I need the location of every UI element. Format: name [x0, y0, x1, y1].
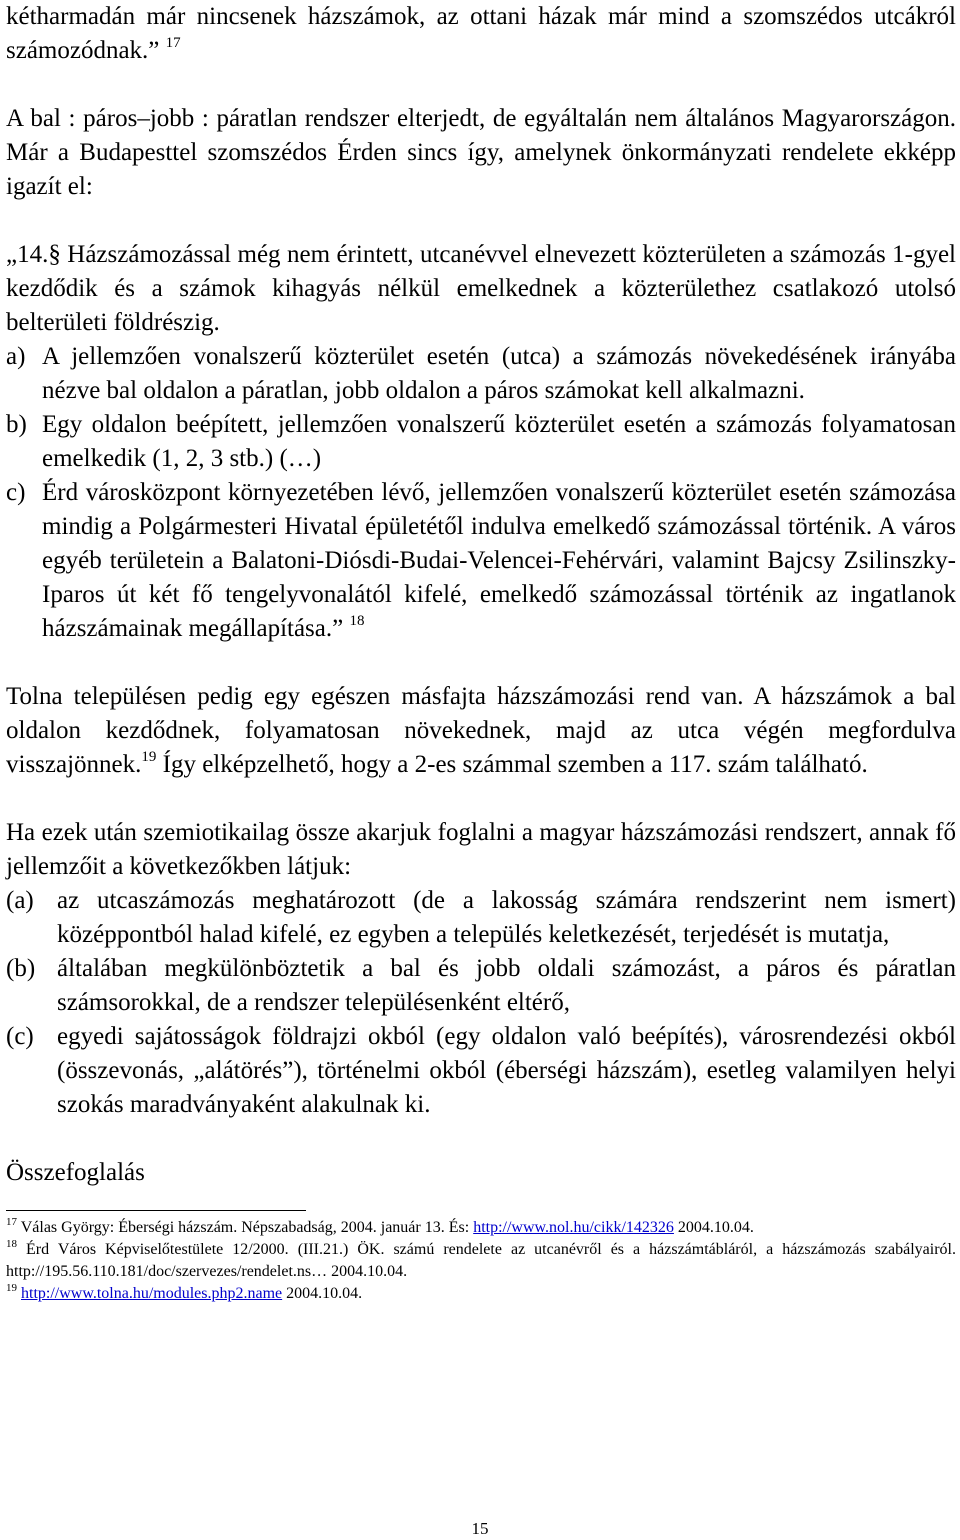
list-marker: a) — [6, 343, 26, 370]
list-marker: (a) — [6, 887, 34, 914]
quote-item-b — [6, 408, 956, 476]
summary-item-c — [6, 1020, 956, 1122]
footnote-18: $^{18}$ Érd Város Képviselőtestülete 12/2000. (III.21.) ÖK. számú rendelete az utcanévről és a házszámtábláról, a házszámozás szabályairól. http://195.56.110.181/doc/szervezes/rendelet.ns… 2004.10.04. — [6, 1238, 957, 1280]
footnote-19: $^{19}$ http://www.tolna.hu/modules.php2.name 2004.10.04. — [6, 1282, 363, 1302]
footnote-ref-17[interactable]: 17 — [165, 35, 181, 51]
footnote-separator — [6, 1210, 306, 1211]
quote-intro: „14.§ Házszámozással még nem érintett, utcanévvel elnevezett közterületen a számozás 1-gyel kezdődik és a számok kihagyás nélkül emelkednek a közterülethez csatlakozó utolsó belterületi földrészig. — [6, 241, 956, 336]
list-item-text: egyedi sajátosságok földrajzi okból (egy oldalon való beépítés), városrendezési okból (összevonás, „alátörés”), történelmi okból (éberségi házszám), esetleg valamilyen helyi szokás maradványaként alakulnak ki. — [57, 1023, 956, 1118]
quote-item-c — [6, 476, 956, 646]
list-item-text: Érd városközpont környezetében lévő, jellemzően vonalszerű közterület esetén számozása mindig a Polgármesteri Hivatal épületétől indulva emelkedő számozással történik. A város egyéb területein a Balatoni-Diósdi-Budai-Velencei-Fehérvári, valamint Bajcsy Zsilinszky-Iparos út két fő tengelyvonalától kifelé, emelkedő számozással történik az ingatlanok házszámainak megállapítása.” — [42, 479, 956, 642]
list-marker: b) — [6, 411, 27, 438]
footnote-17: $^{17}$ Válas György: Éberségi házszám. Népszabadság, 2004. január 13. És: http://www.nol.hu/cikk/142326 2004.10.04. — [6, 1216, 754, 1236]
summary-item-a — [6, 884, 956, 952]
paragraph-tolna: Tolna településen pedig egy egészen másfajta házszámozási rend van. A házszámok a bal oldalon kezdődnek, folyamatosan növekednek, majd az utca végén megfordulva visszajönnek.$^{19}$ Így elképzelhető, hogy a 2-es számmal szemben a 117. szám található. — [6, 683, 956, 778]
list-item-text: Egy oldalon beépített, jellemzően vonalszerű közterület esetén a számozás folyamatosan emelkedik (1, 2, 3 stb.) (…) — [42, 411, 956, 472]
footnote-ref-19[interactable]: 19 — [141, 749, 157, 765]
footnote-link[interactable]: http://www.nol.hu/cikk/142326 — [473, 1219, 674, 1236]
paragraph-numbering-systems: A bal : páros–jobb : páratlan rendszer elterjedt, de egyáltalán nem általános Magyarországon. Már a Budapesttel szomszédos Érden sincs így, amelynek önkormányzati rendelete ekképp igazít el: — [6, 105, 956, 200]
list-marker: (c) — [6, 1023, 34, 1050]
section-heading: Összefoglalás — [6, 1159, 145, 1186]
summary-item-b — [6, 952, 956, 1020]
quote-item-a — [6, 340, 956, 408]
list-marker: c) — [6, 479, 26, 506]
list-item-text: az utcaszámozás meghatározott (de a lakosság számára rendszerint nem ismert) középpontból halad kifelé, ez egyben a település keletkezését, terjedését is mutatja, — [57, 887, 956, 948]
list-item-text: A jellemzően vonalszerű közterület esetén (utca) a számozás növekedésének irányába nézve bal oldalon a páratlan, jobb oldalon a páros számokat kell alkalmazni. — [42, 343, 956, 404]
paragraph-summary-intro: Ha ezek után szemiotikailag össze akarjuk foglalni a magyar házszámozási rendszert, annak fő jellemzőit a következőkben látjuk: — [6, 819, 956, 880]
footnote-ref-18[interactable]: 18 — [349, 613, 365, 629]
page-number: 15 — [471, 1519, 489, 1538]
document-page — [6, 0, 956, 1305]
list-marker: (b) — [6, 955, 36, 982]
footnote-link[interactable]: http://www.tolna.hu/modules.php2.name — [21, 1285, 283, 1302]
paragraph-continuation: kétharmadán már nincsenek házszámok, az ottani házak már mind a szomszédos utcákról számozódnak.” $^{17}$ — [6, 3, 956, 64]
list-item-text: általában megkülönböztetik a bal és jobb oldali számozást, a páros és páratlan számsorokkal, de a rendszer településenként eltérő, — [57, 955, 956, 1016]
